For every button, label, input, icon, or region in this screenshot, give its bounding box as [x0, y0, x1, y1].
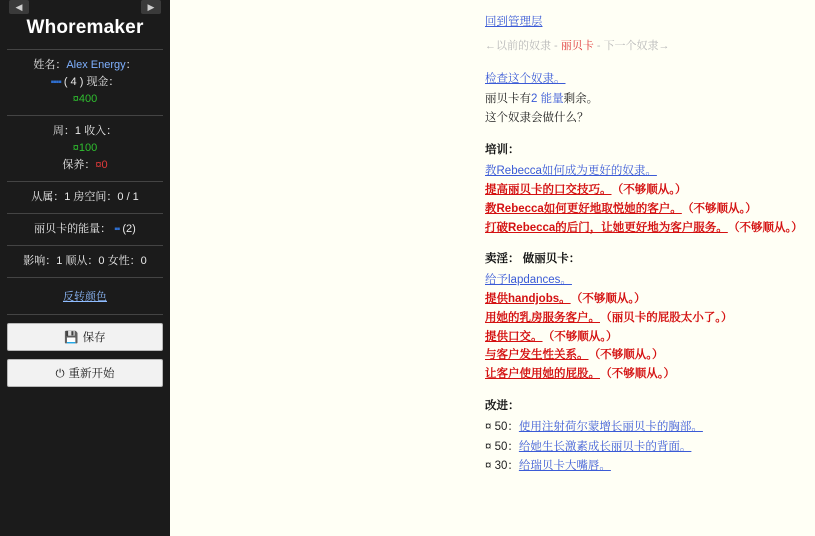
- energy-line-amount: 2 能量: [531, 92, 564, 105]
- action-label[interactable]: 用她的乳房服务客户。: [485, 311, 600, 324]
- power-icon: ⏻: [55, 368, 65, 381]
- action-note: （不够顺从。）: [606, 368, 675, 381]
- sidebar-nav-arrows: [7, 0, 163, 14]
- energy-value: ( 4 ): [63, 76, 84, 89]
- slave-energy-label: 丽贝卡的能量：: [34, 223, 112, 236]
- action-label[interactable]: 教Rebecca如何更好地取悦她的客户。: [485, 202, 682, 215]
- action-note: （不够顺从。）: [594, 349, 664, 362]
- improve-label[interactable]: 给瑞贝卡大嘴唇。: [518, 460, 611, 473]
- action-item[interactable]: [485, 347, 815, 365]
- action-note: （不够顺从。）: [733, 221, 803, 234]
- week-income-panel: [7, 115, 163, 181]
- save-button-label: 保存: [82, 332, 106, 345]
- influence-panel: [7, 245, 163, 277]
- action-label[interactable]: 提高丽贝卡的口交技巧。: [485, 183, 612, 196]
- action-item[interactable]: [485, 201, 815, 219]
- cash-label: 现金：: [86, 76, 120, 89]
- main-passage: [170, 0, 815, 536]
- back-to-management-link[interactable]: 回到管理层: [485, 16, 543, 28]
- improve-cost: ¤ 50: [485, 420, 508, 433]
- action-label[interactable]: 与客户发生性关系。: [485, 349, 589, 362]
- action-note: （不够顺从。）: [576, 292, 646, 305]
- section-title-improve: 改进：: [485, 400, 520, 413]
- restart-button[interactable]: [7, 359, 163, 387]
- improve-label[interactable]: 给她生长激素成长丽贝卡的背面。: [518, 440, 692, 453]
- slave-energy-value: (2): [122, 223, 136, 236]
- action-prompt: 这个奴隶会做什么？: [485, 112, 589, 125]
- improve-sep: ：: [507, 420, 519, 433]
- action-label[interactable]: 提供口交。: [485, 330, 543, 343]
- action-item[interactable]: [485, 220, 815, 238]
- name-value: Alex Energy: [66, 59, 126, 71]
- action-label[interactable]: 教Rebecca如何成为更好的奴隶。: [485, 165, 657, 178]
- save-icon: 💾: [64, 332, 79, 345]
- slave-energy-panel: [7, 213, 163, 245]
- improve-item[interactable]: [485, 439, 815, 457]
- action-label[interactable]: 提供handjobs。: [485, 292, 571, 305]
- improve-sep: ：: [507, 460, 519, 473]
- nav-sep-2: -: [593, 39, 604, 52]
- upkeep-label: 保养：: [62, 159, 96, 172]
- back-to-management-row: [485, 14, 815, 32]
- action-note: （不够顺从。）: [548, 330, 618, 343]
- slaves-label: 从属：1: [31, 191, 71, 204]
- action-item[interactable]: [485, 310, 815, 328]
- action-note: （不够顺从。）: [617, 183, 687, 196]
- action-item[interactable]: [485, 291, 815, 309]
- section-title-prostitution: 卖淫： 做丽贝卡：: [485, 253, 581, 266]
- week-label: 周：1: [52, 125, 82, 138]
- improve-sep: ：: [507, 440, 519, 453]
- improve-label[interactable]: 使用注射荷尔蒙增长丽贝卡的胸部。: [518, 420, 703, 433]
- energy-line-pre: 丽贝卡有: [485, 92, 531, 105]
- sidebar: [0, 0, 170, 536]
- action-label[interactable]: 让客户使用她的屁股。: [485, 368, 600, 381]
- action-note: （不够顺从。）: [687, 202, 757, 215]
- player-stats-panel: [7, 49, 163, 115]
- income-value: ¤100: [72, 142, 98, 155]
- action-label[interactable]: 打破Rebecca的后门，让她更好地为客户服务。: [485, 221, 728, 234]
- forward-arrow-icon[interactable]: ▶: [141, 0, 161, 14]
- upkeep-value: ¤0: [95, 159, 108, 172]
- energy-line-post: 剩余。: [563, 92, 599, 105]
- invert-colors-link[interactable]: 反转颜色: [63, 291, 107, 304]
- current-slave-name: 丽贝卡: [560, 39, 594, 52]
- nav-sep-1: -: [551, 39, 561, 52]
- action-item[interactable]: [485, 366, 815, 384]
- obedience-label: 顺从：0: [65, 255, 105, 268]
- slave-nav: [485, 38, 815, 55]
- passage-content: [485, 14, 815, 478]
- invert-colors-row: [7, 277, 163, 315]
- influence-label: 影响：1: [23, 255, 63, 268]
- income-label: 收入：: [84, 125, 118, 138]
- improve-item[interactable]: [485, 419, 815, 437]
- name-label: 姓名：: [33, 59, 67, 71]
- energy-remaining-line: [485, 91, 815, 109]
- next-slave-link[interactable]: 下一个奴隶→: [603, 39, 670, 52]
- improve-cost: ¤ 30: [485, 460, 508, 473]
- action-item[interactable]: [485, 329, 815, 347]
- section-title-training: 培训：: [485, 144, 520, 157]
- slaves-panel: [7, 181, 163, 213]
- female-label: 女性：0: [107, 255, 147, 268]
- action-item[interactable]: [485, 272, 815, 290]
- inspect-slave-link[interactable]: 检查这个奴隶。: [485, 72, 566, 85]
- action-item[interactable]: [485, 163, 815, 181]
- back-arrow-icon[interactable]: ◀: [9, 0, 29, 14]
- page-title: Whoremaker: [26, 17, 144, 38]
- name-sep: ：: [125, 59, 137, 71]
- energy-bar: ▪▪▪▪: [50, 77, 61, 89]
- improve-cost: ¤ 50: [485, 440, 508, 453]
- slave-energy-bar: ▪▪: [114, 224, 120, 236]
- improve-item[interactable]: [485, 458, 815, 476]
- save-button[interactable]: [7, 323, 163, 351]
- cash-value: ¤400: [72, 93, 98, 106]
- inspect-row: [485, 71, 815, 89]
- action-item[interactable]: [485, 182, 815, 200]
- action-label[interactable]: 给予lapdances。: [485, 274, 572, 287]
- room-label: 房空间：0 / 1: [73, 191, 139, 204]
- action-note: （丽贝卡的屁股太小了。）: [606, 311, 733, 324]
- prev-slave-link[interactable]: ←以前的奴隶: [485, 39, 551, 52]
- restart-button-label: 重新开始: [68, 368, 115, 381]
